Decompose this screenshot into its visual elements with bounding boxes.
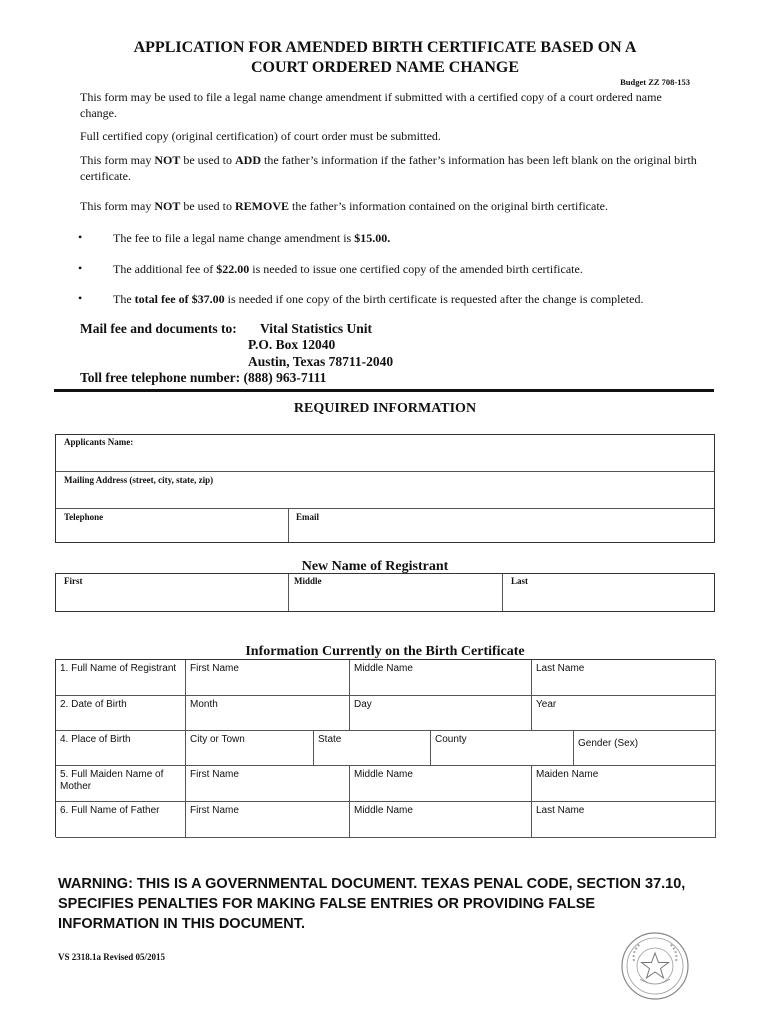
father-last-name-field[interactable]: Last Name: [532, 802, 716, 838]
budget-number: Budget ZZ 708-153: [620, 77, 690, 87]
mail-label: Mail fee and documents to:: [80, 321, 237, 336]
fee-bullet-2: The additional fee of $22.00 is needed to issue one certified copy of the amended birth certificate.: [113, 262, 583, 276]
gender-field[interactable]: Gender (Sex): [574, 731, 716, 766]
new-middle-name-field[interactable]: [288, 574, 503, 611]
intro-paragraph-3: This form may NOT be used to ADD the father’s information if the father’s information has been left blank on the original birth certificate.: [80, 153, 697, 183]
required-information-heading: REQUIRED INFORMATION: [293, 401, 477, 416]
mother-maiden-name-field[interactable]: Maiden Name: [532, 766, 716, 802]
registrant-middle-name-field[interactable]: Middle Name: [350, 660, 532, 696]
date-of-birth-label: 2. Date of Birth: [56, 696, 186, 731]
new-middle-label: Middle: [294, 576, 322, 586]
bullet-icon: •: [78, 261, 83, 275]
warning-text: WARNING: THIS IS A GOVERNMENTAL DOCUMENT. TEXAS PENAL CODE, SECTION 37.10, SPECIFIES PENALTIES FOR MAKING FALSE ENTRIES OR PROVIDING FALSE INFORMATION IN THIS DOCUMENT.: [58, 876, 686, 932]
birth-county-field[interactable]: County: [431, 731, 574, 766]
applicant-name-label: Applicants Name:: [64, 437, 134, 447]
mail-line-3: Austin, Texas 78711-2040: [248, 354, 394, 369]
texas-seal-icon: [620, 931, 690, 1001]
new-last-label: Last: [511, 576, 529, 586]
registrant-first-name-field[interactable]: First Name: [186, 660, 350, 696]
bullet-icon: •: [78, 291, 83, 305]
birth-city-field[interactable]: City or Town: [186, 731, 314, 766]
full-name-registrant-label: 1. Full Name of Registrant: [56, 660, 186, 696]
divider: [54, 389, 714, 392]
mail-line-1: Vital Statistics Unit: [260, 321, 372, 336]
intro-paragraph-1: This form may be used to file a legal name change amendment if submitted with a certified copy of a court ordered name change.: [80, 90, 662, 120]
father-name-label: 6. Full Name of Father: [56, 802, 186, 838]
father-middle-name-field[interactable]: Middle Name: [350, 802, 532, 838]
birth-month-field[interactable]: Month: [186, 696, 350, 731]
mailing-address-field[interactable]: [56, 471, 714, 509]
new-first-label: First: [64, 576, 83, 586]
registrant-last-name-field[interactable]: Last Name: [532, 660, 716, 696]
email-field[interactable]: [288, 508, 714, 542]
place-of-birth-label: 4. Place of Birth: [56, 731, 186, 766]
mail-line-2: P.O. Box 12040: [248, 337, 336, 352]
new-last-name-field[interactable]: [502, 574, 714, 611]
fee-bullet-1: The fee to file a legal name change amendment is $15.00.: [113, 231, 391, 245]
mailing-address-label: Mailing Address (street, city, state, zip): [64, 475, 214, 485]
form-title-line2: COURT ORDERED NAME CHANGE: [250, 59, 520, 76]
current-info-table: [55, 659, 715, 837]
current-info-heading: Information Currently on the Birth Certificate: [245, 644, 525, 659]
mother-maiden-name-label: 5. Full Maiden Name of Mother: [56, 766, 186, 802]
telephone-label: Telephone: [64, 512, 104, 522]
telephone-field[interactable]: [56, 508, 289, 542]
new-name-heading: New Name of Registrant: [301, 559, 449, 574]
birth-state-field[interactable]: State: [314, 731, 431, 766]
form-revision: VS 2318.1a Revised 05/2015: [58, 952, 166, 962]
new-name-table: [55, 573, 715, 612]
form-title-line1: APPLICATION FOR AMENDED BIRTH CERTIFICATE BASED ON A: [133, 39, 637, 56]
applicant-name-field[interactable]: [56, 435, 714, 472]
intro-paragraph-2: Full certified copy (original certification) of court order must be submitted.: [80, 129, 441, 143]
father-first-name-field[interactable]: First Name: [186, 802, 350, 838]
toll-free-phone: Toll free telephone number: (888) 963-7111: [80, 370, 327, 385]
birth-day-field[interactable]: Day: [350, 696, 532, 731]
mother-middle-name-field[interactable]: Middle Name: [350, 766, 532, 802]
intro-paragraph-4: This form may NOT be used to REMOVE the father’s information contained on the original birth certificate.: [80, 199, 608, 213]
new-first-name-field[interactable]: [56, 574, 289, 611]
fee-bullet-3: The total fee of $37.00 is needed if one copy of the birth certificate is requested after the change is completed.: [113, 292, 644, 306]
email-label: Email: [296, 512, 320, 522]
required-info-table: [55, 434, 715, 543]
bullet-icon: •: [78, 230, 83, 244]
mother-first-name-field[interactable]: First Name: [186, 766, 350, 802]
birth-year-field[interactable]: Year: [532, 696, 716, 731]
